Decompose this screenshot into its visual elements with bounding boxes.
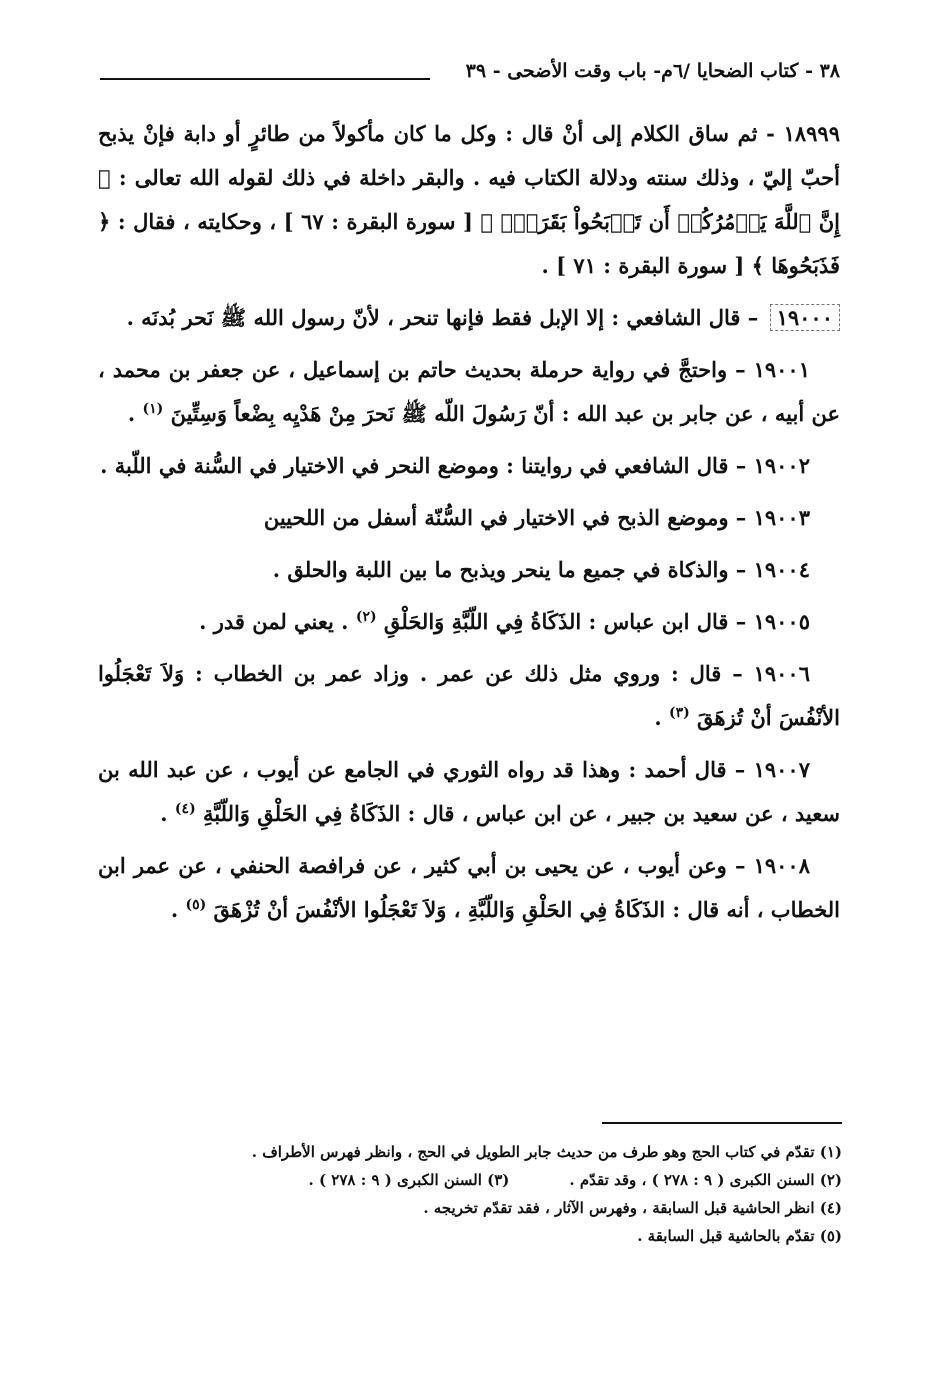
footnote-1: (١) تقدّم في كتاب الحج وهو طرف من حديث جابر الطويل في الحج ، وانظر فهرس الأطراف . [251, 1143, 842, 1161]
running-header [100, 58, 840, 98]
paragraph-number: ١٩٠٠٧ [753, 757, 810, 782]
paragraph-19003 [98, 496, 840, 540]
paragraph-19001 [98, 348, 840, 436]
paragraph-tail: . يعني لمن قدر . [199, 609, 356, 634]
footnote-ref: (٣) [668, 705, 690, 721]
footnote-ref: (١) [142, 401, 164, 417]
main-text [98, 112, 840, 940]
footnote-4: (٤) انظر الحاشية قبل السابقة ، وفهرس الآثار ، فقد تقدّم تخريجه . [423, 1199, 842, 1217]
paragraph-tail: . [654, 705, 669, 730]
footnote-5: (٥) تقدّم بالحاشية قبل السابقة . [637, 1227, 842, 1245]
paragraph-number: ١٩٠٠١ [753, 357, 810, 382]
paragraph-19002 [98, 444, 840, 488]
paragraph-number: ١٩٠٠٠ [770, 304, 840, 331]
footnote-3: (٣) السنن الكبرى ( ٩ : ٢٧٨ ) . [308, 1171, 510, 1189]
footnote-2-3-line [100, 1166, 842, 1194]
paragraph-text: - ثم ساق الكلام إلى أنْ قال : وكل ما كان مأكولاً من طائرٍ أو دابة فإنْ يذبح أحبّ إليّ ، وذلك سنته ودلالة الكتاب فيه . والبقر داخلة في ذلك لقوله الله تعالى : ﴿ إِنَّ ٱللَّهَ يَأۡمُرُكُمۡ أَن تَذۡبَحُواْ بَقَرَةٗۖ ﴾ [ سورة البقرة : ٦٧ ] ، وحكايته ، فقال : ﴿ فَذَبَحُوهَا ﴾ [ سورة البقرة : ٧١ ] . [98, 121, 840, 278]
paragraph-number: ١٩٠٠٤ [753, 557, 810, 582]
paragraph-number: ١٩٠٠٢ [753, 453, 810, 478]
paragraph-19006 [98, 652, 840, 740]
paragraph-19008 [98, 844, 840, 932]
footnotes [100, 1138, 842, 1250]
paragraph-18999 [98, 112, 840, 288]
footnote-separator [602, 1122, 842, 1124]
paragraph-number: ١٩٠٠٣ [753, 505, 810, 530]
paragraph-text: – قال أحمد : وهذا قد رواه الثوري في الجامع عن أيوب ، عن عبد الله بن سعيد ، عن سعيد بن جبير ، عن ابن عباس ، قال : الذَكَاةُ فِي الحَلْقِ وَاللّبَّةِ [98, 757, 840, 826]
paragraph-text: – وموضع الذبح في الاختيار في السُّنّة أسفل من اللحيين [263, 505, 754, 530]
paragraph-19007 [98, 748, 840, 836]
paragraph-tail: . [127, 401, 143, 426]
header-rule [100, 78, 430, 80]
paragraph-text: – وعن أيوب ، عن يحيى بن أبي كثير ، عن فرافصة الحنفي ، عن عمر ابن الخطاب ، أنه قال : الذَكَاةُ فِي الحَلْقِ وَاللّبَّةِ ، وَلاَ تَعْجَلُوا الأنْفُسَ أنْ تُزْهَقَ [98, 853, 840, 922]
paragraph-text: – والذكاة في جميع ما ينحر ويذبح ما بين اللبة والحلق . [272, 557, 754, 582]
paragraph-number: ١٩٠٠٦ [753, 661, 810, 686]
header-title: ٣٨ - كتاب الضحايا /٦م- باب وقت الأضحى - ٣٩ [465, 60, 840, 82]
paragraph-text: – قال الشافعي في روايتنا : وموضع النحر في الاختيار في السُّنة في اللّبة . [100, 453, 754, 478]
footnote-ref: (٥) [185, 897, 207, 913]
paragraph-19000 [98, 296, 840, 340]
paragraph-number: ١٩٠٠٨ [753, 853, 810, 878]
paragraph-number: ١٩٠٠٥ [753, 609, 810, 634]
paragraph-text: – قال ابن عباس : الذَكَاةُ فِي اللّبَّةِ وَالحَلْقِ [383, 609, 754, 634]
paragraph-19004 [98, 548, 840, 592]
paragraph-tail: . [160, 801, 175, 826]
paragraph-number: ١٨٩٩٩ [783, 121, 840, 146]
paragraph-text: – قال : وروي مثل ذلك عن عمر . وزاد عمر بن الخطاب : وَلاَ تَعْجَلُوا الأنْفُسَ أنْ تُزهَقَ [98, 661, 840, 730]
paragraph-text: – قال الشافعي : إلا الإبل فقط فإنها تنحر ، لأنّ رسول الله ﷺ نَحر بُدنَه . [126, 305, 766, 330]
paragraph-text: – واحتجَّ في رواية حرملة بحديث حاتم بن إسماعيل ، عن جعفر بن محمد ، عن أبيه ، عن جابر بن عبد الله : أنّ رَسُولَ اللّه ﷺ نَحرَ مِنْ هَدْيِه بِضْعاً وَسِتِّينَ [98, 357, 840, 426]
footnote-ref: (٤) [174, 801, 196, 817]
footnote-2: (٢) السنن الكبرى ( ٩ : ٢٧٨ ) ، وقد تقدّم . [569, 1171, 842, 1189]
paragraph-19005 [98, 600, 840, 644]
footnote-ref: (٢) [355, 609, 377, 625]
paragraph-tail: . [170, 897, 186, 922]
